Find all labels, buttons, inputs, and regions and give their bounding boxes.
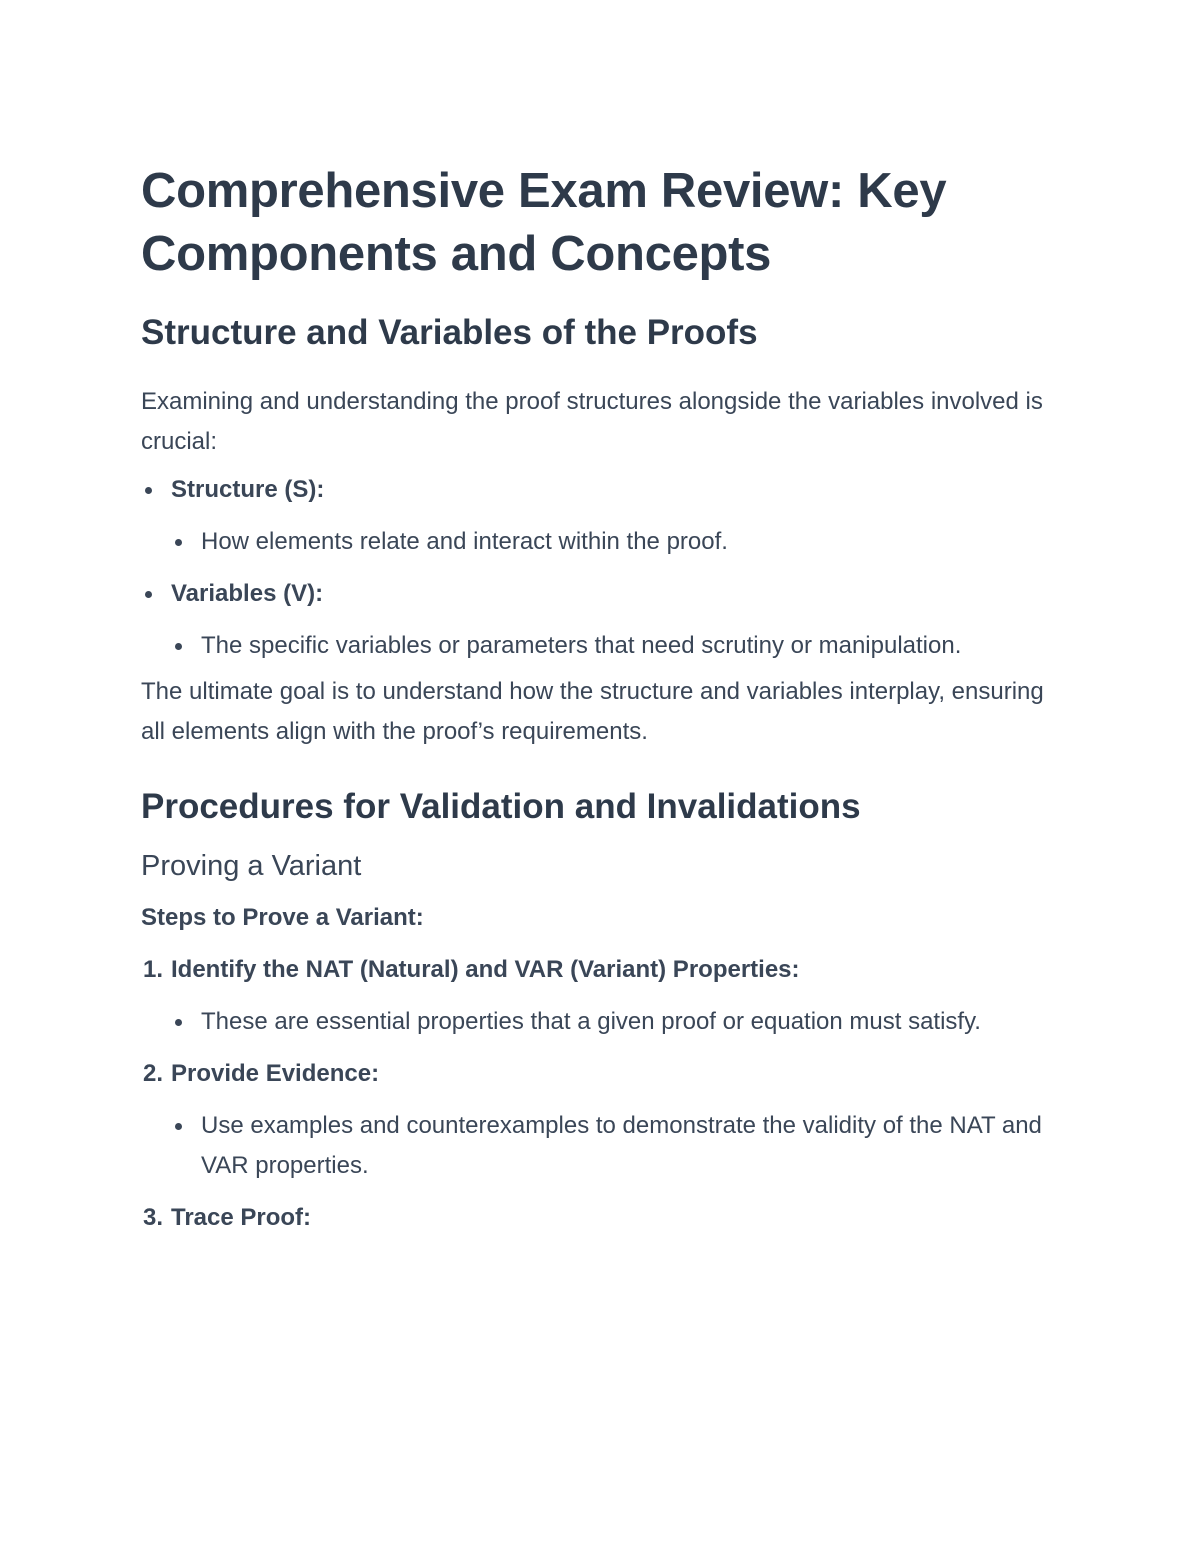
structure-variables-list [141, 470, 1061, 666]
subsection-heading-proving-variant: Proving a Variant [141, 850, 362, 882]
section-heading-procedures: Procedures for Validation and Invalidations [141, 787, 861, 826]
step-label: Provide Evidence: [171, 1060, 380, 1087]
steps-title: Steps to Prove a Variant: [141, 904, 424, 931]
steps-list [141, 950, 1061, 1238]
list-item-structure [141, 470, 1061, 562]
sub-list-item-text: Use examples and counterexamples to demonstrate the validity of the NAT and VAR properties. [201, 1112, 1042, 1179]
document-page [141, 160, 1061, 1238]
section-heading-structure-variables: Structure and Variables of the Proofs [141, 313, 758, 352]
sub-list-item [171, 1002, 1061, 1042]
sub-list-item [171, 1106, 1061, 1186]
sub-list-item-text: The specific variables or parameters that need scrutiny or manipulation. [201, 632, 962, 659]
bullet-icon [175, 643, 182, 650]
section-outro-paragraph: The ultimate goal is to understand how the structure and variables interplay, ensuring all elements align with the proof’s requirements. [141, 678, 1044, 745]
bullet-icon [145, 591, 152, 598]
step-number: 2. [143, 1060, 164, 1087]
sub-list-item [171, 522, 1061, 562]
sub-list-item [171, 626, 1061, 666]
step-number: 1. [143, 956, 164, 983]
step-item-evidence [141, 1054, 1061, 1186]
list-item-variables [141, 574, 1061, 666]
step-number: 3. [143, 1204, 164, 1231]
bullet-icon [145, 487, 152, 494]
section-intro-paragraph: Examining and understanding the proof structures alongside the variables involved is crucial: [141, 388, 1043, 455]
list-item-label: Variables (V): [171, 580, 324, 607]
sub-list-item-text: How elements relate and interact within the proof. [201, 528, 728, 555]
step-item-identify [141, 950, 1061, 1042]
bullet-icon [175, 1019, 182, 1026]
step-item-trace [141, 1198, 1061, 1238]
bullet-icon [175, 1123, 182, 1130]
list-item-label: Structure (S): [171, 476, 325, 503]
document-title: Comprehensive Exam Review: Key Components and Concepts [141, 164, 947, 281]
step-label: Identify the NAT (Natural) and VAR (Variant) Properties: [171, 956, 800, 983]
step-label: Trace Proof: [171, 1204, 312, 1231]
sub-list-item-text: These are essential properties that a given proof or equation must satisfy. [201, 1008, 981, 1035]
bullet-icon [175, 539, 182, 546]
